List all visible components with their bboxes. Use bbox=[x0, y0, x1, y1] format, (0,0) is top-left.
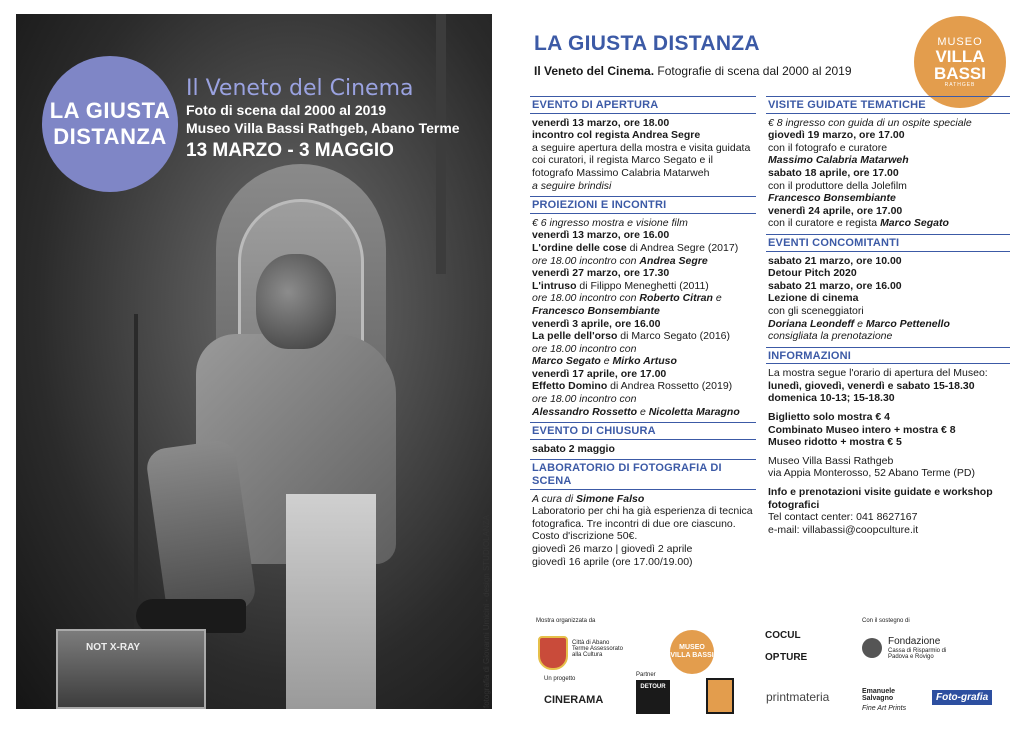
info-block bbox=[766, 367, 1010, 536]
lab-cura: A cura di bbox=[532, 492, 576, 505]
v3-date: venerdì 24 aprile, ore 17.00 bbox=[768, 204, 903, 217]
p2-guest: Roberto Citran bbox=[639, 292, 713, 305]
lab-cura-line bbox=[532, 493, 756, 506]
p4-meet: ore 18.00 incontro con bbox=[532, 393, 637, 406]
circle-line1: LA GIUSTA bbox=[49, 98, 171, 123]
fine-art-prints: Fine Art Prints bbox=[862, 705, 907, 712]
printmateria-logo: printmateria bbox=[766, 690, 830, 704]
organizzata-label: Mostra organizzata da bbox=[536, 618, 596, 624]
cinerama-logo: CINERAMA bbox=[544, 694, 604, 706]
abano-crest-icon bbox=[538, 636, 568, 670]
p4-film-line bbox=[532, 380, 756, 393]
lab-dates1: giovedì 26 marzo | giovedì 2 aprile bbox=[532, 543, 693, 555]
addr1: Museo Villa Bassi Rathgeb bbox=[768, 454, 894, 467]
p2-guest2: Francesco Bonsembiante bbox=[532, 304, 660, 317]
addr2: via Appia Monterosso, 52 Abano Terme (PD) bbox=[768, 467, 976, 480]
poster-image bbox=[16, 14, 492, 709]
c2-guest: Doriana Leondeff bbox=[768, 317, 855, 330]
p3-guest2: Mirko Artuso bbox=[612, 355, 677, 368]
c2-date: sabato 21 marzo, ore 16.00 bbox=[768, 279, 902, 292]
p3-meet: ore 18.00 incontro con bbox=[532, 342, 637, 355]
v2-with: con il produttore della Jolefilm bbox=[768, 179, 907, 192]
coop-part2: CUL bbox=[780, 630, 801, 641]
v3-with: con il curatore e regista bbox=[768, 217, 881, 230]
p3-film: La pelle dell'orso bbox=[532, 330, 618, 343]
v1-with: con il fotografo e curatore bbox=[768, 141, 888, 154]
p1-date: venerdì 13 marzo, ore 16.00 bbox=[532, 229, 670, 242]
apertura-date: venerdì 13 marzo, ore 18.00 bbox=[532, 116, 670, 129]
circle-line2: DISTANZA bbox=[53, 124, 167, 149]
p1-guest: Andrea Segre bbox=[639, 254, 708, 267]
lab-name: Simone Falso bbox=[575, 492, 645, 505]
title-circle bbox=[42, 56, 178, 192]
equipment-case bbox=[56, 629, 206, 709]
tripod bbox=[134, 314, 138, 634]
logo-line3: BASSI bbox=[934, 64, 986, 83]
section-laboratorio: LABORATORIO DI FOTOGRAFIA DI SCENA bbox=[530, 459, 756, 489]
price3: Museo ridotto + mostra € 5 bbox=[768, 436, 902, 449]
p2-meet: ore 18.00 incontro con bbox=[532, 292, 640, 305]
info-hours2: domenica 10-13; 15-18.30 bbox=[768, 392, 895, 405]
price2: Combinato Museo intero + mostra € 8 bbox=[768, 423, 956, 436]
apertura-line2: incontro col regista Andrea Segre bbox=[532, 129, 701, 142]
p4-film: Effetto Domino bbox=[532, 380, 608, 393]
poster-venue: Museo Villa Bassi Rathgeb, Abano Terme bbox=[186, 120, 460, 136]
v2-guest: Francesco Bonsembiante bbox=[768, 192, 896, 205]
coopculture-logo bbox=[765, 630, 808, 674]
poster-dates: 13 MARZO - 3 MAGGIO bbox=[186, 140, 394, 161]
p4-by: di Andrea Rossetto (2019) bbox=[607, 380, 733, 393]
c2-guest2: Marco Pettenello bbox=[865, 317, 950, 330]
logo-line1: MUSEO bbox=[937, 36, 983, 48]
email-link[interactable]: e-mail: villabassi@coopculture.it bbox=[768, 523, 919, 536]
detour-logo: DETOUR bbox=[636, 680, 670, 714]
column-left bbox=[530, 96, 756, 572]
p1-meet: ore 18.00 incontro con bbox=[532, 254, 640, 267]
citta-label: Città di Abano Terme Assessorato alla Cultura bbox=[572, 640, 624, 658]
column-right bbox=[766, 96, 1010, 540]
fondazione-icon bbox=[862, 638, 882, 658]
museo-logo bbox=[914, 16, 1006, 108]
page-title: LA GIUSTA DISTANZA bbox=[534, 32, 760, 55]
fondazione-sub: Cassa di Risparmio di Padova e Rovigo bbox=[888, 648, 947, 660]
subtitle-bold: Il Veneto del Cinema. bbox=[534, 64, 655, 78]
c2-name: Lezione di cinema bbox=[768, 292, 859, 305]
progetto-label: Un progetto bbox=[544, 676, 576, 682]
apertura-block bbox=[530, 117, 756, 193]
visite-block bbox=[766, 117, 1010, 230]
sostegno-label: Con il sostegno di bbox=[862, 618, 910, 624]
shoe bbox=[136, 599, 246, 633]
p3-guest: Marco Segato bbox=[532, 355, 601, 368]
page-subtitle bbox=[534, 64, 852, 78]
person-head bbox=[256, 254, 336, 349]
price1: Biglietto solo mostra € 4 bbox=[768, 411, 890, 424]
visite-note: € 8 ingresso con guida di un ospite speciale bbox=[768, 116, 972, 129]
c2-guests-line bbox=[768, 318, 1010, 331]
p1-film: L'ordine delle cose bbox=[532, 241, 627, 254]
proiezioni-block bbox=[530, 217, 756, 419]
p3-guests-line bbox=[532, 355, 756, 368]
info-line1: La mostra segue l'orario di apertura del Museo: bbox=[768, 367, 988, 380]
p1-film-line bbox=[532, 242, 756, 255]
museo-mini-logo: MUSEO VILLA BASSI bbox=[670, 630, 714, 674]
phone: Tel contact center: 041 8627167 bbox=[768, 511, 918, 524]
p3-and: e bbox=[600, 355, 613, 368]
apertura-line4: a seguire brindisi bbox=[532, 179, 612, 192]
p4-and: e bbox=[637, 405, 649, 418]
p1-meet-line bbox=[532, 255, 756, 268]
poster-title: Il Veneto del Cinema bbox=[186, 76, 414, 101]
info-hours1: lunedì, giovedì, venerdì e sabato 15-18.30 bbox=[768, 379, 975, 392]
chiusura-block bbox=[530, 443, 756, 456]
p2-film-line bbox=[532, 280, 756, 293]
lab-dates2: giovedì 16 aprile (ore 17.00/19.00) bbox=[532, 555, 693, 568]
p2-date: venerdì 27 marzo, ore 17.30 bbox=[532, 267, 670, 280]
section-concomitanti: EVENTI CONCOMITANTI bbox=[766, 234, 1010, 252]
v3-guest: Marco Segato bbox=[880, 217, 949, 230]
concomitanti-block bbox=[766, 255, 1010, 343]
coop-part3: OP bbox=[765, 652, 780, 663]
section-proiezioni: PROIEZIONI E INCONTRI bbox=[530, 196, 756, 214]
lamp-post bbox=[436, 14, 446, 274]
p1-by: di Andrea Segre (2017) bbox=[626, 241, 739, 254]
logo-line4: RATHGEB bbox=[944, 82, 976, 88]
case-label: NOT X-RAY bbox=[86, 642, 141, 653]
lab-desc: Laboratorio per chi ha già esperienza di tecnica fotografica. Tre incontri di due ore ciascuno. Costo d'iscrizione 50€. bbox=[532, 505, 753, 543]
p2-by: di Filippo Meneghetti (2011) bbox=[576, 279, 709, 292]
p3-film-line bbox=[532, 330, 756, 343]
poster-subtitle: Foto di scena dal 2000 al 2019 bbox=[186, 102, 386, 118]
section-informazioni: INFORMAZIONI bbox=[766, 347, 1010, 365]
emanuele-salvagno: Emanuele Salvagno bbox=[862, 688, 896, 702]
p4-date: venerdì 17 aprile, ore 17.00 bbox=[532, 367, 667, 380]
coop-part4: TURE bbox=[780, 652, 808, 663]
c1-name: Detour Pitch 2020 bbox=[768, 267, 857, 280]
apertura-line3: a seguire apertura della mostra e visita guidata coi curatori, il regista Marco Segato e il fotografo Massimo Calabria Matarweh bbox=[532, 141, 751, 179]
v1-guest: Massimo Calabria Matarweh bbox=[768, 154, 909, 167]
p4-guest: Alessandro Rossetto bbox=[532, 405, 638, 418]
v1-date: giovedì 19 marzo, ore 17.00 bbox=[768, 129, 905, 142]
proiezioni-note: € 6 ingresso mostra e visione film bbox=[532, 216, 688, 229]
photo-credit: fotografia di Giovanni Umicini - design STUDIOLANZA bbox=[482, 515, 491, 708]
subtitle-rest: Fotografie di scena dal 2000 al 2019 bbox=[654, 64, 852, 78]
partner-label: Partner bbox=[636, 672, 656, 678]
c1-date: sabato 21 marzo, ore 10.00 bbox=[768, 254, 902, 267]
fotografia-logo: Foto-grafia bbox=[932, 690, 992, 705]
section-apertura: EVENTO DI APERTURA bbox=[530, 96, 756, 114]
archive-logo bbox=[706, 678, 734, 714]
c2-and: e bbox=[854, 317, 866, 330]
p3-by: di Marco Segato (2016) bbox=[617, 330, 731, 343]
coop-part1: CO bbox=[765, 630, 780, 641]
section-chiusura: EVENTO DI CHIUSURA bbox=[530, 422, 756, 440]
c2-note: consigliata la prenotazione bbox=[768, 330, 893, 343]
lab-block bbox=[530, 493, 756, 569]
p2-and: e bbox=[712, 292, 722, 305]
chiusura-date: sabato 2 maggio bbox=[532, 442, 615, 455]
c2-with: con gli sceneggiatori bbox=[768, 304, 864, 317]
fondazione-name: Fondazione bbox=[888, 636, 941, 647]
section-visite: VISITE GUIDATE TEMATICHE bbox=[766, 96, 1010, 114]
p4-guest2: Nicoletta Maragno bbox=[648, 405, 740, 418]
contact-title: Info e prenotazioni visite guidate e workshop fotografici bbox=[768, 486, 993, 511]
stand bbox=[286, 494, 376, 709]
p4-guests-line bbox=[532, 406, 756, 419]
p2-meet-line bbox=[532, 292, 756, 305]
p3-date: venerdì 3 aprile, ore 16.00 bbox=[532, 317, 661, 330]
v3-with-line bbox=[768, 217, 1010, 230]
p2-film: L'intruso bbox=[532, 279, 577, 292]
v2-date: sabato 18 aprile, ore 17.00 bbox=[768, 166, 899, 179]
logo-line2: VILLA bbox=[935, 47, 985, 66]
